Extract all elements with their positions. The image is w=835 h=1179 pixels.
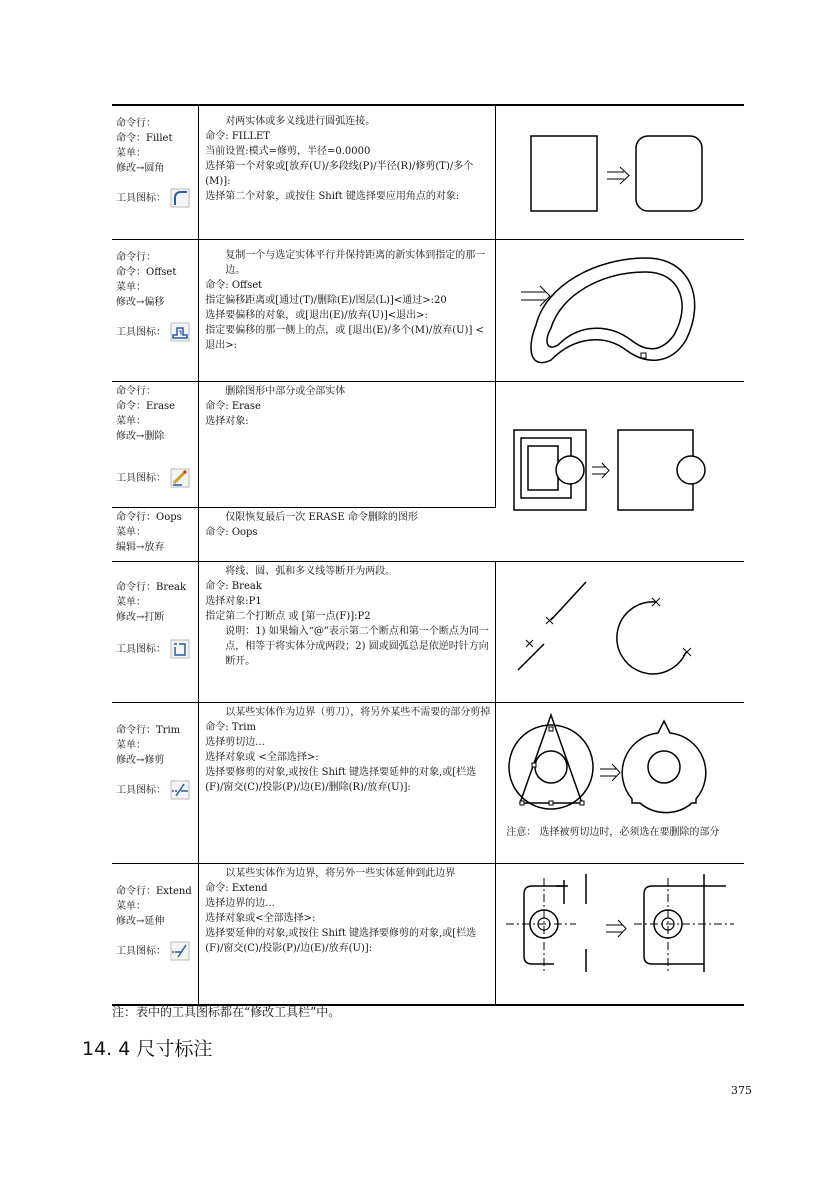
cmd-text: 命令: FILLET [205, 131, 270, 142]
menu-path: 修改→删除 [116, 431, 165, 442]
cmd-text: 当前设置:模式=修剪，半径=0.0000 [205, 146, 371, 157]
erase-icon[interactable] [170, 468, 190, 488]
menu-label: 菜单： [116, 901, 146, 912]
break-icon[interactable] [170, 639, 190, 659]
cmd-text: 命令: Offset [205, 280, 263, 291]
cmd-name: 命令：Offset [116, 267, 177, 278]
menu-path: 修改→打断 [116, 612, 165, 623]
arrow-icon [606, 920, 626, 937]
trim-icon[interactable] [170, 780, 190, 800]
offset-icon[interactable] [170, 322, 190, 342]
cmd-text: 命令: Extend [205, 883, 268, 894]
row-description: 以某些实体作为边界，将另外一些实体延伸到此边界 [225, 868, 456, 879]
table-row-erase [112, 382, 744, 508]
tool-icon-label: 工具图标： [116, 945, 166, 957]
cmd-text: 命令: Erase [205, 401, 261, 412]
extend-icon[interactable] [170, 941, 190, 961]
cmd-text: 指定要偏移的那一侧上的点，或 [退出(E)/多个(M)/放弃(U)] <退出>: [205, 325, 484, 351]
cmd-text: 选择要偏移的对象，或[退出(E)/放弃(U)]<退出>: [205, 310, 428, 321]
cmd-text: 选择对象: [205, 416, 249, 427]
cmd-text: 选择要延伸的对象,或按住 Shift 键选择要修剪的对象,或[栏选(F)/窗交(C)/投影(P)/边(E)/放弃(U)]: [205, 928, 477, 954]
cmd-text: 选择第二个对象，或按住 Shift 键选择要应用角点的对象: [205, 191, 460, 202]
menu-label: 菜单： [116, 416, 146, 427]
erase-diagram [496, 382, 743, 561]
table-row-break [112, 562, 744, 703]
menu-label: 菜单： [116, 597, 146, 608]
cmd-text: 选择对象:P1 [205, 596, 262, 607]
commands-table [112, 104, 744, 1006]
menu-path: 修改→偏移 [116, 297, 165, 308]
cmd-line-label: 命令行： [116, 118, 156, 129]
row-description: 将线、圆、弧和多义线等断开为两段。 [225, 566, 396, 577]
menu-path: 修改→圆角 [116, 163, 165, 174]
menu-label: 菜单： [116, 526, 146, 538]
table-row-offset [112, 240, 744, 382]
extend-diagram [496, 864, 743, 1004]
tool-icon-label: 工具图标： [116, 326, 166, 338]
break-remark: 说明：1) 如果输入“@”表示第二个断点和第一个断点为同一点，相等于将实体分成两段；2) 圆或圆弧总是依逆时针方向断开。 [225, 626, 489, 667]
arrow-icon [607, 167, 629, 184]
cmd-text: 命令: Break [205, 581, 262, 592]
row-description: 以某些实体作为边界（剪刀），将另外某些不需要的部分剪掉 [225, 707, 491, 718]
cmd-text: 选择对象或<全部选择>: [205, 913, 316, 924]
cmd-line-label: 命令行：Oops [116, 511, 182, 523]
cmd-line-label: 命令行： [116, 386, 156, 397]
arrow-icon [600, 764, 620, 781]
cmd-text: 选择要修剪的对象,或按住 Shift 键选择要延伸的对象,或[栏选(F)/窗交(C)/投影(P)/边(E)/删除(R)/放弃(U)]: [205, 767, 477, 793]
menu-label: 菜单： [116, 740, 146, 751]
table-footnote: 注：表中的工具图标都在“修改工具栏”中。 [112, 1005, 341, 1019]
fillet-icon[interactable] [170, 188, 190, 208]
menu-path: 编辑→放弃 [116, 541, 165, 553]
cmd-line-label: 命令行：Extend [116, 886, 192, 897]
row-description: 仅限恢复最后一次 ERASE 命令删除的图形 [225, 511, 418, 523]
menu-label: 菜单： [116, 148, 146, 159]
menu-path: 修改→修剪 [116, 755, 165, 766]
cmd-text: 命令: Oops [205, 526, 258, 538]
cmd-name: 命令：Fillet [116, 133, 173, 144]
break-diagram [496, 562, 743, 702]
tool-icon-label: 工具图标： [116, 784, 166, 796]
section-heading: 14. 4 尺寸标注 [82, 1038, 213, 1060]
offset-diagram [496, 240, 743, 381]
row-description: 复制一个与选定实体平行并保持距离的新实体到指定的那一边。 [225, 250, 486, 276]
arrow-icon [592, 463, 609, 478]
table-row-trim [112, 703, 744, 864]
cmd-text: 指定偏移距离或[通过(T)/删除(E)/图层(L)]<通过>:20 [205, 295, 447, 306]
cmd-text: 选择剪切边... [205, 737, 265, 748]
menu-path: 修改→延伸 [116, 916, 165, 927]
fillet-diagram [496, 106, 743, 239]
row-description: 对两实体或多义线进行圆弧连接。 [225, 116, 376, 127]
tool-icon-label: 工具图标： [116, 192, 166, 204]
tool-icon-label: 工具图标： [116, 472, 166, 484]
trim-figure-note: 注意： 选择被剪切边时，必须选在要删除的部分 [506, 827, 720, 838]
cmd-text: 选择第一个对象或[放弃(U)/多段线(P)/半径(R)/修剪(T)/多个(M)]: [205, 161, 474, 187]
row-description: 删除图形中部分或全部实体 [225, 386, 346, 397]
cmd-text: 选择对象或 <全部选择>: [205, 752, 319, 763]
table-row-extend [112, 864, 744, 1006]
cmd-name: 命令：Erase [116, 401, 176, 412]
menu-label: 菜单： [116, 282, 146, 293]
tool-icon-label: 工具图标： [116, 643, 166, 655]
cmd-line-label: 命令行：Break [116, 582, 187, 593]
cmd-text: 指定第二个打断点 或 [第一点(F)]:P2 [205, 611, 371, 622]
cmd-text: 选择边界的边... [205, 898, 275, 909]
cmd-line-label: 命令行： [116, 252, 156, 263]
cmd-line-label: 命令行：Trim [116, 725, 181, 736]
cmd-text: 命令: Trim [205, 722, 256, 733]
page-number: 375 [731, 1084, 752, 1097]
table-row-fillet [112, 105, 744, 240]
